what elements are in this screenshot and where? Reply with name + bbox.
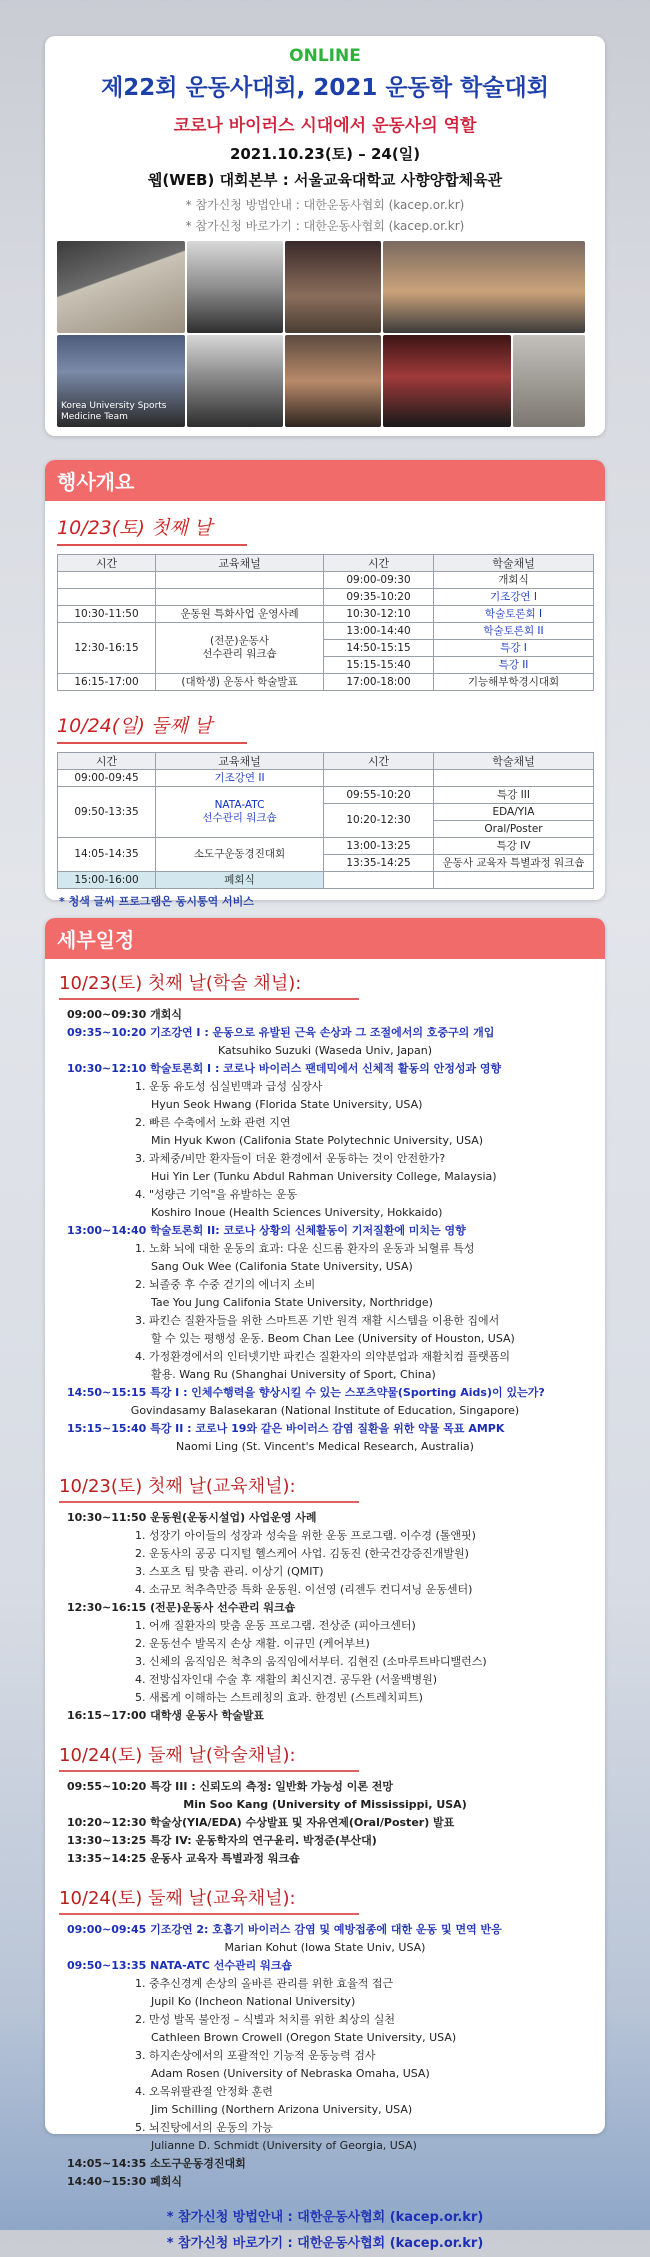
list-item: Hyun Seok Hwang (Florida State University, USA) <box>151 1098 423 1111</box>
photo-auditorium <box>383 335 511 427</box>
schedule-item: 14:40~15:30 폐회식 <box>67 2175 182 2188</box>
list-item: 4. 소규모 척추측만증 특화 운동원. 이선영 (리젠두 컨디셔닝 운동센터) <box>135 1583 473 1596</box>
session1-list <box>45 1527 605 1599</box>
list-item: 3. 하지손상에서의 포괄적인 기능적 운동능력 검사 <box>135 2049 376 2062</box>
table-cell: 09:50-13:35 <box>58 787 156 838</box>
list-item: Hui Yin Ler (Tunku Abdul Rahman University College, Malaysia) <box>151 1170 497 1183</box>
list-item: 4. 가정환경에서의 인터넷기반 파킨슨 질환자의 의약분업과 재활치컴 플랫폼의 <box>135 1350 511 1363</box>
schedule-item: 12:30~16:15 (전문)운동사 선수관리 워크숍 <box>67 1601 296 1614</box>
table-cell: 15:00-16:00 <box>58 872 156 889</box>
table-header: 시간 <box>58 555 156 572</box>
day2-schedule-table <box>57 752 594 889</box>
table-cell <box>156 572 324 589</box>
day2-education-title: 10/24(토) 둘째 날(교육채널): <box>59 1884 359 1915</box>
table-cell: 학술토론회 II <box>434 623 594 640</box>
day1-overview-title: 10/23(토) 첫째 날 <box>57 513 247 546</box>
list-item: 2. 빠른 수축에서 노화 관련 지연 <box>135 1116 291 1129</box>
list-item: 활용. Wang Ru (Shanghai University of Sport, China) <box>151 1368 436 1381</box>
table-cell: 특강 III <box>434 787 594 804</box>
list-item: 4. 전방십자인대 수술 후 재활의 최신지견. 공두완 (서울백병원) <box>135 1673 438 1686</box>
table-cell: 13:00-13:25 <box>324 838 434 855</box>
table-cell: 특강 II <box>434 657 594 674</box>
table-cell <box>434 770 594 787</box>
table-cell <box>324 872 434 889</box>
speaker-line: Min Soo Kang (University of Mississippi, USA) <box>183 1798 467 1811</box>
list-item: 1. 중추신경계 손상의 올바른 관리를 위한 효율적 접근 <box>135 1977 394 1990</box>
table-row <box>58 623 594 640</box>
table-cell <box>324 770 434 787</box>
list-item: 1. 노화 뇌에 대한 운동의 효과: 다운 신드롬 환자의 운동과 뇌혈류 특성 <box>135 1242 475 1255</box>
table-cell: 14:50-15:15 <box>324 640 434 657</box>
cell-line: 선수관리 워크숍 <box>202 648 277 660</box>
table-cell <box>58 589 156 606</box>
table-row <box>58 589 594 606</box>
table-cell <box>156 623 324 674</box>
list-item: 2. 만성 발목 불안정 – 식별과 처치를 위한 최상의 실천 <box>135 2013 395 2026</box>
day1-education-title: 10/23(토) 첫째 날(교육채널): <box>59 1472 359 1503</box>
registration-guide-note: * 참가신청 방법안내 : 대한운동사협회 (kacep.or.kr) <box>185 198 465 212</box>
table-cell: 소도구운동경진대회 <box>156 838 324 872</box>
table-row <box>58 787 594 804</box>
table-cell: 기조강연 II <box>156 770 324 787</box>
photo-group-portrait <box>187 241 283 333</box>
list-item: 1. 성장기 아이들의 성장과 성숙을 위한 운동 프로그램. 이수경 (톨앤핏) <box>135 1529 476 1542</box>
list-item: 3. 스포츠 팀 맞춤 관리. 이상기 (QMIT) <box>135 1565 324 1578</box>
overview-card <box>45 460 605 908</box>
schedule-item: 10:20~12:30 학술상(YIA/EDA) 수상발표 및 자유연제(Oral/Poster) 발표 <box>67 1816 455 1829</box>
list-item: 2. 뇌졸중 후 수중 걷기의 에너지 소비 <box>135 1278 316 1291</box>
list-item: 2. 운동사의 공공 디지털 헬스케어 사업. 김동진 (한국건강증진개발원) <box>135 1547 469 1560</box>
schedule-item: 14:05~14:35 소도구운동경진대회 <box>67 2157 246 2170</box>
table-cell: 09:35-10:20 <box>324 589 434 606</box>
table-cell: 기능해부학경시대회 <box>434 674 594 691</box>
cell-line: NATA-ATC <box>214 799 265 811</box>
table-cell: 09:00-09:30 <box>324 572 434 589</box>
table-cell: 폐회식 <box>156 872 324 889</box>
list-item: Jupil Ko (Incheon National University) <box>151 1995 356 2008</box>
registration-link-note: * 참가신청 바로가기 : 대한운동사협회 (kacep.or.kr) <box>185 219 465 233</box>
day2-academic-title: 10/24(토) 둘째 날(학술채널): <box>59 1741 359 1772</box>
table-cell <box>156 589 324 606</box>
cell-line: 선수관리 워크숍 <box>202 812 277 824</box>
schedule-item: 09:35~10:20 기조강연 I : 운동으로 유발된 근육 손상과 그 조절에서의 호중구의 개입 <box>67 1026 495 1039</box>
list-item: 5. 뇌진탕에서의 운동의 가능 <box>135 2121 273 2134</box>
table-cell: 10:30-11:50 <box>58 606 156 623</box>
list-item: Koshiro Inoue (Health Sciences University, Hokkaido) <box>151 1206 443 1219</box>
photo-hall-crowd <box>383 241 585 333</box>
list-item: 1. 어깨 질환자의 맞춤 운동 프로그램. 전상준 (피아크센터) <box>135 1619 416 1632</box>
table-cell: 13:00-14:40 <box>324 623 434 640</box>
photo-team-banner <box>57 335 185 427</box>
list-item: Jim Schilling (Northern Arizona University, USA) <box>151 2103 413 2116</box>
schedule-item: 09:00~09:45 기조강연 2: 호흡기 바이러스 감염 및 예방접종에 대한 운동 및 면역 반응 <box>67 1923 502 1936</box>
table-cell <box>156 787 324 838</box>
schedule-item: 10:30~12:10 학술토론회 I : 코로나 바이러스 팬데믹에서 신체적 활동의 안정성과 영향 <box>67 1062 502 1075</box>
photo-presentation <box>285 241 381 333</box>
table-cell: 10:20-12:30 <box>324 804 434 838</box>
hero-card <box>45 36 605 436</box>
list-item: 3. 과체중/비만 환자들이 더운 환경에서 운동하는 것이 안전한가? <box>135 1152 446 1165</box>
table-cell: 특강 IV <box>434 838 594 855</box>
online-label: ONLINE <box>289 46 361 66</box>
event-date: 2021.10.23(토) – 24(일) <box>229 145 421 163</box>
list-item: 4. "성량근 기억"을 유발하는 운동 <box>135 1188 298 1201</box>
list-item: 3. 파킨슨 질환자들을 위한 스마트폰 기반 원격 재활 시스템을 이용한 집에서 <box>135 1314 500 1327</box>
list-item: 1. 운동 유도성 심실빈맥과 급성 심장사 <box>135 1080 323 1093</box>
table-header: 교육채널 <box>156 753 324 770</box>
schedule-item: 10:30~11:50 운동원(운동시설업) 사업운영 사례 <box>67 1511 317 1524</box>
table-cell <box>58 572 156 589</box>
photo-collage <box>57 241 593 427</box>
table-cell: 운동사 교육자 특별과정 워크숍 <box>434 855 594 872</box>
table-row <box>58 872 594 889</box>
speaker-line: Govindasamy Balasekaran (National Institute of Education, Singapore) <box>130 1404 520 1417</box>
day1-schedule-table <box>57 554 594 691</box>
schedule-item: 13:00~14:40 학술토론회 II: 코로나 상황의 신체활동이 기저질환에 미치는 영향 <box>67 1224 466 1237</box>
speaker-line: Marian Kohut (Iowa State Univ, USA) <box>224 1941 426 1954</box>
detail-section-title: 세부일정 <box>45 918 605 959</box>
table-header: 교육채널 <box>156 555 324 572</box>
list-item: Cathleen Brown Crowell (Oregon State University, USA) <box>151 2031 457 2044</box>
bottom-notes <box>45 2205 605 2257</box>
schedule-item: 14:50~15:15 특강 I : 인체수행력을 향상시킬 수 있는 스포츠약물(Sporting Aids)이 있는가? <box>67 1386 545 1399</box>
schedule-item: 13:30~13:25 특강 IV: 운동학자의 연구윤리. 박정준(부산대) <box>67 1834 377 1847</box>
table-cell: 개회식 <box>434 572 594 589</box>
table-row <box>58 674 594 691</box>
table-cell: 10:30-12:10 <box>324 606 434 623</box>
schedule-item: 16:15~17:00 대학생 운동사 학술발표 <box>67 1709 264 1722</box>
table-header: 학술채널 <box>434 555 594 572</box>
registration-link[interactable]: * 참가신청 바로가기 : 대한운동사협회 (kacep.or.kr) <box>166 2236 484 2251</box>
list-item: 할 수 있는 평행성 운동. Beom Chan Lee (University of Houston, USA) <box>151 1332 515 1345</box>
schedule-item: 09:00~09:30 개회식 <box>67 1008 182 1021</box>
table-cell: 기조강연 I <box>434 589 594 606</box>
list-item: Sang Ouk Wee (Califonia State University, USA) <box>151 1260 413 1273</box>
photo-conference-hall <box>513 335 585 427</box>
nata-list <box>45 1975 605 2155</box>
table-cell: 학술토론회 I <box>434 606 594 623</box>
symposium1-list <box>45 1078 605 1222</box>
session2-list <box>45 1617 605 1707</box>
table-header: 시간 <box>324 753 434 770</box>
table-cell: 16:15-17:00 <box>58 674 156 691</box>
overview-section-title: 행사개요 <box>45 460 605 501</box>
detail-card <box>45 918 605 2251</box>
list-item: 3. 신체의 움직임은 척추의 움직임에서부터. 김현진 (소마루트바디밸런스) <box>135 1655 487 1668</box>
list-item: 2. 운동선수 발목지 손상 재활. 이규민 (케어부브) <box>135 1637 370 1650</box>
registration-guide-link[interactable]: * 참가신청 방법안내 : 대한운동사협회 (kacep.or.kr) <box>166 2210 484 2225</box>
photo-group-lecture <box>57 241 185 333</box>
table-header-row <box>58 753 594 770</box>
speaker-line: Naomi Ling (St. Vincent's Medical Research, Australia) <box>176 1440 474 1453</box>
table-cell: 15:15-15:40 <box>324 657 434 674</box>
day1-academic-title: 10/23(토) 첫째 날(학술 채널): <box>59 969 359 1000</box>
list-item: Min Hyuk Kwon (Califonia State Polytechnic University, USA) <box>151 1134 484 1147</box>
table-cell: 특강 I <box>434 640 594 657</box>
symposium2-list <box>45 1240 605 1384</box>
cell-line: (전문)운동사 <box>210 635 269 647</box>
table-cell: Oral/Poster <box>434 821 594 838</box>
table-cell: 운동원 특화사업 운영사례 <box>156 606 324 623</box>
schedule-item: 13:35~14:25 운동사 교육자 특별과정 워크숍 <box>67 1852 300 1865</box>
table-cell: 12:30-16:15 <box>58 623 156 674</box>
list-item: Tae You Jung Califonia State University, Northridge) <box>151 1296 433 1309</box>
table-row <box>58 606 594 623</box>
table-cell: (대학생) 운동사 학술발표 <box>156 674 324 691</box>
table-row <box>58 572 594 589</box>
table-cell <box>434 872 594 889</box>
table-header: 시간 <box>58 753 156 770</box>
event-title: 제22회 운동사대회, 2021 운동학 학술대회 <box>101 75 549 101</box>
table-header: 시간 <box>324 555 434 572</box>
list-item: 5. 새롭게 이해하는 스트레칭의 효과. 한경빈 (스트레치피트) <box>135 1691 423 1704</box>
table-cell: 13:35-14:25 <box>324 855 434 872</box>
list-item: Julianne D. Schmidt (University of Georgia, USA) <box>151 2139 417 2152</box>
table-row <box>58 838 594 855</box>
schedule-item: 09:55~10:20 특강 III : 신뢰도의 측정: 일반화 가능성 이론 전망 <box>67 1780 394 1793</box>
table-header: 학술채널 <box>434 753 594 770</box>
table-header-row <box>58 555 594 572</box>
photo-award-ceremony <box>285 335 381 427</box>
list-item: Adam Rosen (University of Nebraska Omaha, USA) <box>151 2067 430 2080</box>
table-cell: 09:55-10:20 <box>324 787 434 804</box>
event-subtitle: 코로나 바이러스 시대에서 운동사의 역할 <box>173 116 477 136</box>
list-item: 4. 오목위팔관절 안정화 훈련 <box>135 2085 273 2098</box>
table-cell: 14:05-14:35 <box>58 838 156 872</box>
table-cell: EDA/YIA <box>434 804 594 821</box>
interpretation-footnote: * 청색 글씨 프로그램은 동시통역 서비스 <box>59 895 254 908</box>
event-venue: 웹(WEB) 대회본부 : 서울교육대학교 사향양합체육관 <box>147 171 503 189</box>
schedule-item: 09:50~13:35 NATA-ATC 선수관리 워크숍 <box>67 1959 292 1972</box>
table-cell: 09:00-09:45 <box>58 770 156 787</box>
photo-seminar-room <box>187 335 283 427</box>
table-row <box>58 770 594 787</box>
team-banner-caption: Korea University Sports Medicine Team <box>61 401 167 422</box>
speaker-line: Katsuhiko Suzuki (Waseda Univ, Japan) <box>217 1044 433 1057</box>
table-cell: 17:00-18:00 <box>324 674 434 691</box>
schedule-item: 15:15~15:40 특강 II : 코로나 19와 같은 바이러스 감염 질환을 위한 약물 목표 AMPK <box>67 1422 505 1435</box>
day2-overview-title: 10/24(일) 둘째 날 <box>57 711 247 744</box>
